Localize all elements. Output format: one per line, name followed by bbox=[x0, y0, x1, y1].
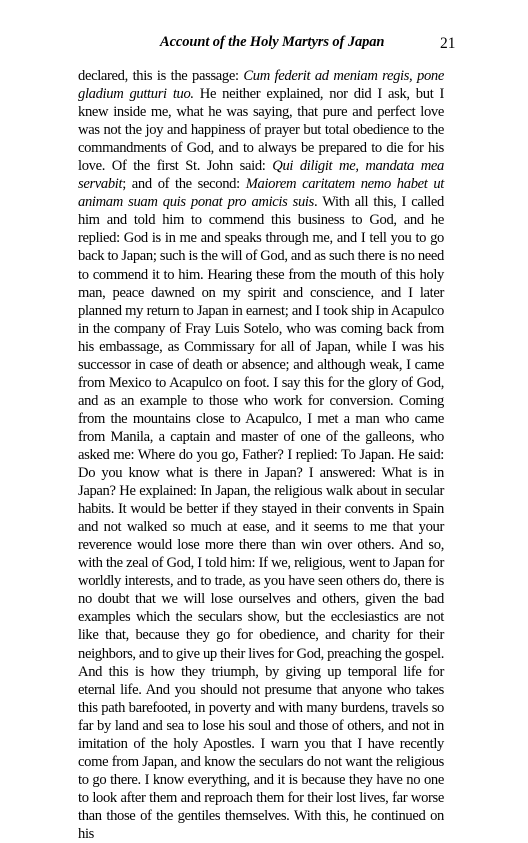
latin-quote: Maiorem caritatem nemo habet ut animam suam quis ponat pro amicis suis bbox=[78, 176, 445, 211]
page-number: 21 bbox=[440, 35, 456, 52]
body-text bbox=[78, 67, 444, 843]
body-paragraph bbox=[78, 67, 444, 843]
text-run: He neither explained, nor did I ask, but I knew inside me, what he was saying, that pure and perfect love was not the joy and happiness of prayer but total obedience to the commandments of God, and to always be prepared to die for his love. Of the first St. John said: bbox=[78, 86, 444, 175]
text-run: . With all this, I called him and told him to commend this business to God, and he replied: God is in me and speaks through me, and I tell you to go back to Japan; such is the will of God, and as such there is no need to commend it to him. Hearing these from the mouth of this holy man, peace dawned on my spirit and conscience, and I later planned my return to Japan in earnest; and I took ship in Acapulco in the company of Fray Luis Sotelo, who was coming back from his embassage, as Commissary for all of Japan, while I was his successor in case of death or absence; and although weak, I came from Mexico to Acapulco on foot. I say this for the glory of God, and as an example to those who work for conversion. Coming from the mountains close to Acapulco, I met a man who came from Manila, a captain and master of one of the galleons, who asked me: Where do you go, Father? I replied: To Japan. He said: Do you know what is there in Japan? I answered: What is in Japan? He explained: In Japan, the religious walk about in secular habits. It would be better if they stayed in their convents in Spain and not walked so much at ease, and it seems to me that your reverence would lose more there than win over others. And so, with the zeal of God, I told him: If we, religious, went to Japan for worldly interests, and to trade, as you have seen others do, there is no doubt that we will lose ourselves and others, given the bad examples which the seculars show, but the ecclesiastics are not like that, because they go for obedience, and charity for their neighbors, and to give up their lives for God, preaching the gospel. And this is how they triumph, by giving up temporal life for eternal life. And you should not presume that anyone who takes this path barefooted, in poverty and with many burdens, travels so far by land and sea to lose his soul and those of others, and not in imitation of the holy Apostles. I warn you that I have recently come from Japan, and know the seculars do not want the religious to go there. I know everything, and it is because they have no one to look after them and reproach them for their lost lives, far worse than those of the gentiles themselves. With this, he continued on his bbox=[78, 194, 445, 842]
text-run: ; and of the second: bbox=[122, 176, 246, 193]
latin-quote: Qui diligit me, mandata mea servabit bbox=[78, 158, 444, 193]
text-run: declared, this is the passage: bbox=[78, 68, 244, 84]
running-title: Account of the Holy Martyrs of Japan bbox=[160, 34, 385, 50]
latin-quote: Cum federit ad meniam regis, pone gladium gutturi tuo. bbox=[78, 68, 444, 103]
